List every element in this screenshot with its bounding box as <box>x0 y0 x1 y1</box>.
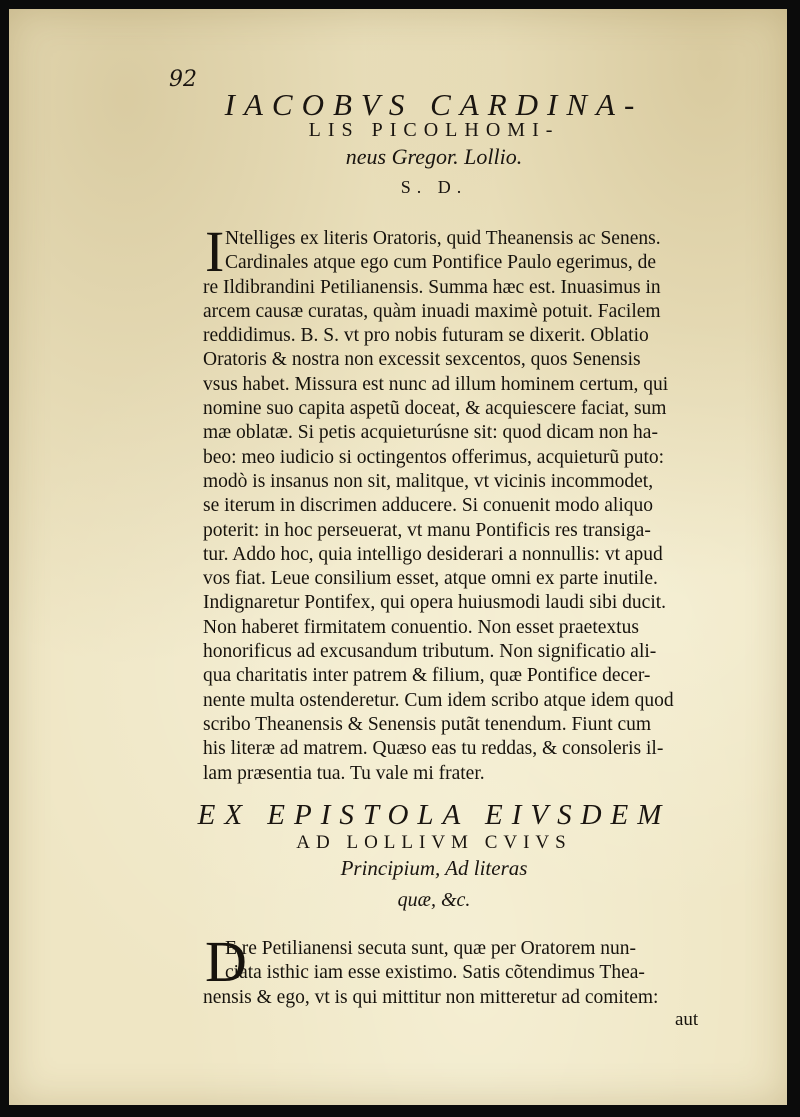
text-line: scribo Theanensis & Senensis putãt tenendum. Fiunt cum <box>203 713 652 735</box>
book-page <box>9 9 787 1105</box>
heading-salutation: S. D. <box>400 177 468 197</box>
text-line: Indignaretur Pontifex, qui opera huiusmodi laudi sibi ducit. <box>203 592 667 614</box>
section-heading-1: EX EPISTOLA EIVSDEM <box>197 799 671 831</box>
heading-line-2: LIS PICOLHOMI- <box>308 119 560 141</box>
drop-cap-2: D <box>205 929 247 994</box>
text-line: mæ oblatæ. Si petis acquieturúsne sit: quod dicam non ha- <box>203 422 658 444</box>
drop-cap-1: I <box>205 219 225 284</box>
letter-2-body <box>203 937 715 1010</box>
text-line: nomine suo capita aspetũ doceat, & acquiescere faciat, sum <box>203 398 667 420</box>
text-line: poterit: in hoc perseuerat, vt manu Pontificis res transiga- <box>203 519 651 541</box>
text-line: nensis & ego, vt is qui mittitur non mitteretur ad comitem: <box>203 986 659 1008</box>
letter-1-body <box>203 227 715 786</box>
text-line: E re Petilianensi secuta sunt, quæ per Oratorem nun- <box>225 938 637 959</box>
page-number: 92 <box>169 67 197 92</box>
text-line: Non haberet firmitatem conuentio. Non esset praetextus <box>203 616 639 638</box>
text-line: modò is insanus non sit, malitque, vt vicinis incommodet, <box>203 470 654 492</box>
catchword: aut <box>675 1009 699 1030</box>
text-line: se iterum in discrimen adducere. Si conuenit modo aliquo <box>203 495 654 517</box>
text-line: arcem causæ curatas, quàm inuadi maximè potuit. Facilem <box>203 300 661 322</box>
section-heading-4: quæ, &c. <box>397 889 471 911</box>
text-line: re Ildibrandini Petilianensis. Summa hæc est. Inuasimus in <box>203 276 661 298</box>
section-heading-2: AD LOLLIVM CVIVS <box>296 832 572 853</box>
text-line: qua charitatis inter patrem & filium, quæ Pontifice decer- <box>203 665 651 687</box>
text-line: Cardinales atque ego cum Pontifice Paulo egerimus, de <box>225 252 657 274</box>
text-line: tur. Addo hoc, quia intelligo desiderari a nonnullis: vt apud <box>203 543 663 565</box>
text-line: vos fiat. Leue consilium esset, atque omni ex parte inutile. <box>203 568 658 590</box>
text-line: lam præsentia tua. Tu vale mi frater. <box>203 762 485 784</box>
text-line: his literæ ad matrem. Quæso eas tu reddas, & consoleris il- <box>203 738 664 760</box>
heading-line-1: IACOBVS CARDINA- <box>224 87 644 122</box>
text-line: honorificus ad excusandum tributum. Non significatio ali- <box>203 641 657 663</box>
text-line: Ntelliges ex literis Oratoris, quid Theanensis ac Senens. <box>225 228 661 249</box>
section-heading-3: Principium, Ad literas <box>340 856 528 880</box>
text-line: ciata isthic iam esse existimo. Satis cõtendimus Thea- <box>225 962 645 984</box>
text-line: vsus habet. Missura est nunc ad illum hominem certum, qui <box>203 373 669 395</box>
text-line: Oratoris & nostra non excessit sexcentos, quos Senensis <box>203 349 641 371</box>
text-line: beo: meo iudicio si octingentos offerimus, acquieturũ puto: <box>203 446 665 468</box>
text-line: reddidimus. B. S. vt pro nobis futuram se dixerit. Oblatio <box>203 325 649 347</box>
heading-line-3: neus Gregor. Lollio. <box>345 144 523 169</box>
text-line: nente multa ostenderetur. Cum idem scribo atque idem quod <box>203 689 674 711</box>
